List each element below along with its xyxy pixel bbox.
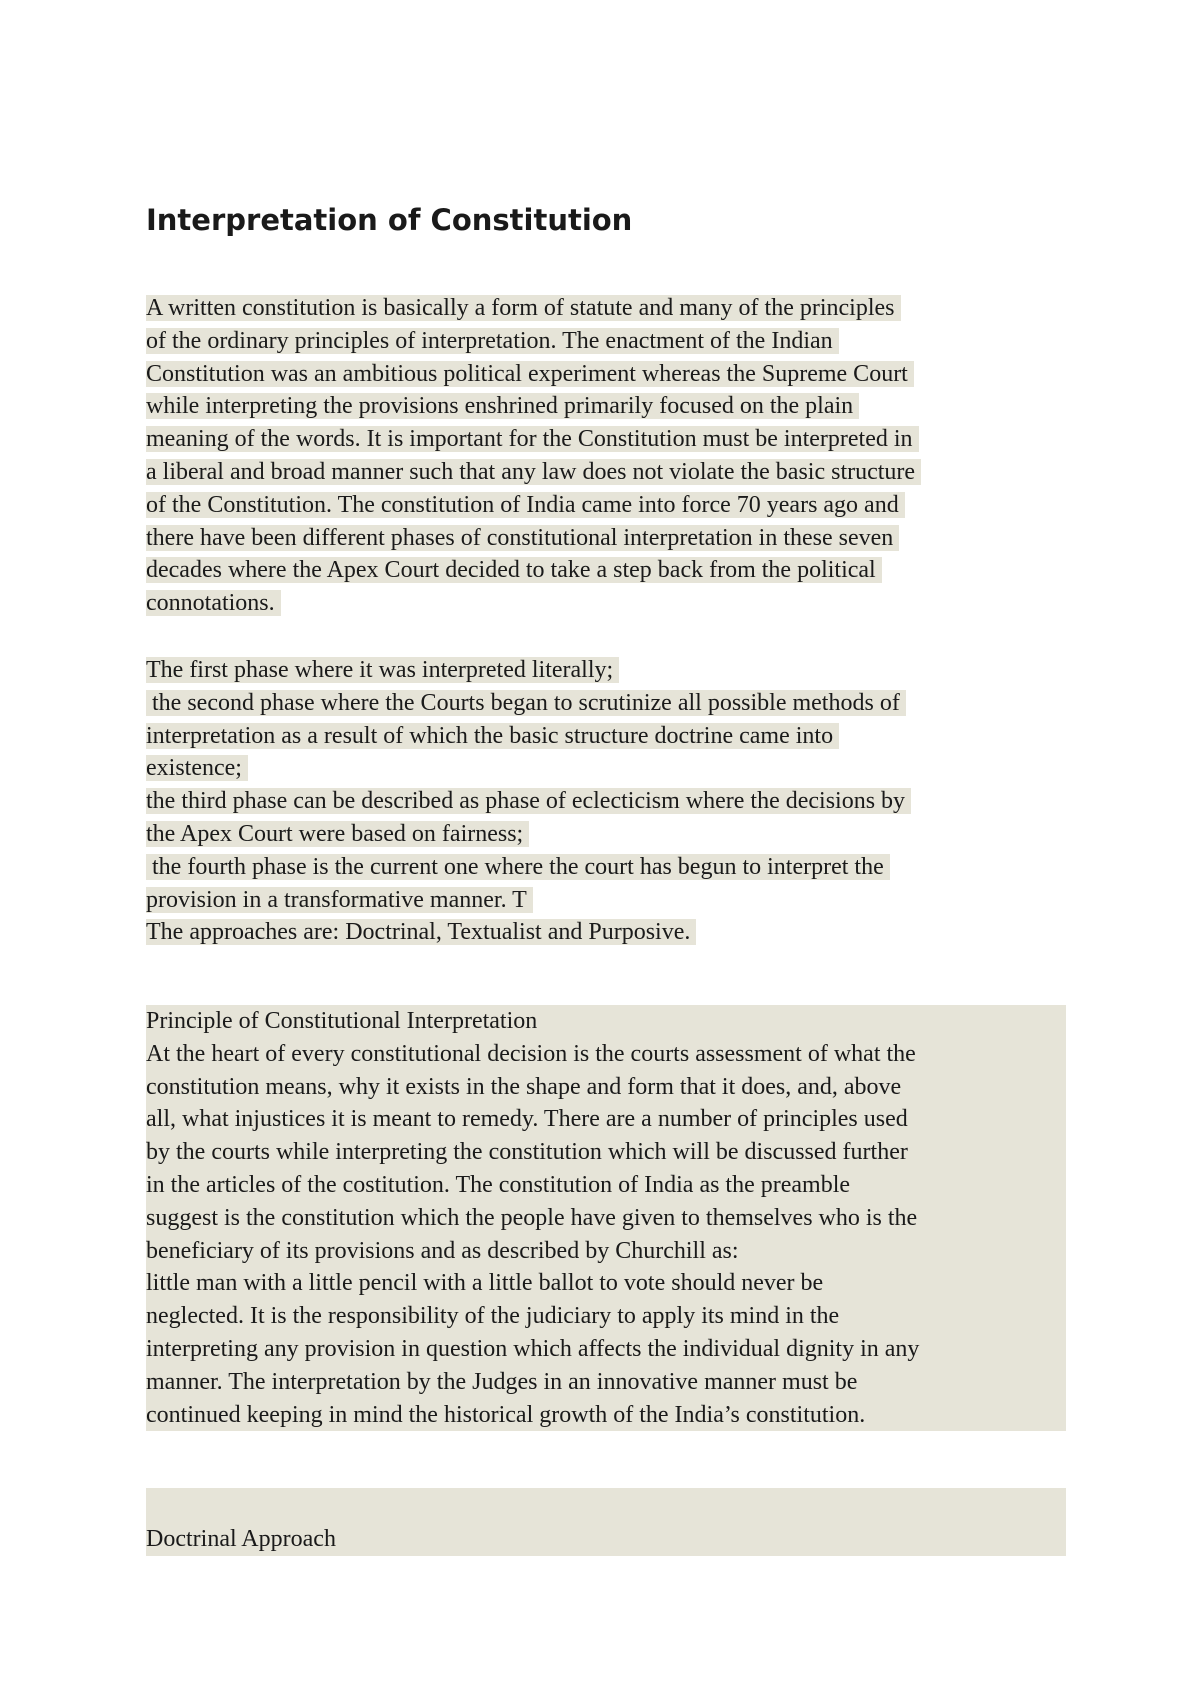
text-line: Constitution was an ambitious political experiment whereas the Supreme Court — [146, 358, 1066, 391]
text-line: neglected. It is the responsibility of the judiciary to apply its mind in the — [146, 1303, 840, 1330]
text-line: in the articles of the costitution. The constitution of India as the preamble — [146, 1171, 851, 1198]
text-line: provision in a transformative manner. T — [146, 884, 1066, 917]
text-line: constitution means, why it exists in the shape and form that it does, and, above — [146, 1073, 902, 1100]
text-line: while interpreting the provisions enshrined primarily focused on the plain — [146, 390, 1066, 423]
text-line: The approaches are: Doctrinal, Textualist and Purposive. — [146, 916, 1066, 949]
text-line: all, what injustices it is meant to remedy. There are a number of principles used — [146, 1106, 908, 1133]
text-line: the third phase can be described as phase of eclecticism where the decisions by — [146, 785, 1066, 818]
doctrinal-heading-block — [146, 1488, 1066, 1556]
text-line: connotations. — [146, 587, 1066, 620]
text-line: the second phase where the Courts began to scrutinize all possible methods of — [146, 687, 1066, 720]
text-line: The first phase where it was interpreted literally; — [146, 654, 1066, 687]
document-title: Interpretation of Constitution — [146, 203, 633, 237]
text-line: of the ordinary principles of interpretation. The enactment of the Indian — [146, 325, 1066, 358]
text-line: of the Constitution. The constitution of India came into force 70 years ago and — [146, 489, 1066, 522]
intro-paragraph — [146, 292, 1066, 620]
text-line: existence; — [146, 752, 1066, 785]
text-line: by the courts while interpreting the constitution which will be discussed further — [146, 1139, 908, 1166]
text-line: interpreting any provision in question which affects the individual dignity in any — [146, 1335, 920, 1362]
text-line: suggest is the constitution which the people have given to themselves who is the — [146, 1204, 918, 1231]
text-line: continued keeping in mind the historical growth of the India’s constitution. — [146, 1401, 866, 1428]
text-line: meaning of the words. It is important for the Constitution must be interpreted in — [146, 423, 1066, 456]
text-line: interpretation as a result of which the basic structure doctrine came into — [146, 720, 1066, 753]
text-line: a liberal and broad manner such that any law does not violate the basic structure — [146, 456, 1066, 489]
text-line: the fourth phase is the current one where the court has begun to interpret the — [146, 851, 1066, 884]
text-line: decades where the Apex Court decided to take a step back from the political — [146, 554, 1066, 587]
text-line: At the heart of every constitutional decision is the courts assessment of what the — [146, 1040, 916, 1067]
section-heading: Principle of Constitutional Interpretation — [146, 1008, 538, 1034]
text-line: manner. The interpretation by the Judges in an innovative manner must be — [146, 1368, 858, 1395]
text-line: the Apex Court were based on fairness; — [146, 818, 1066, 851]
text-line: A written constitution is basically a form of statute and many of the principles — [146, 292, 1066, 325]
text-line: beneficiary of its provisions and as described by Churchill as: — [146, 1237, 739, 1264]
section-heading: Doctrinal Approach — [146, 1526, 336, 1553]
text-line: little man with a little pencil with a little ballot to vote should never be — [146, 1270, 824, 1297]
phases-paragraph — [146, 654, 1066, 949]
text-line: there have been different phases of constitutional interpretation in these seven — [146, 522, 1066, 555]
principle-paragraph — [146, 1005, 1066, 1431]
